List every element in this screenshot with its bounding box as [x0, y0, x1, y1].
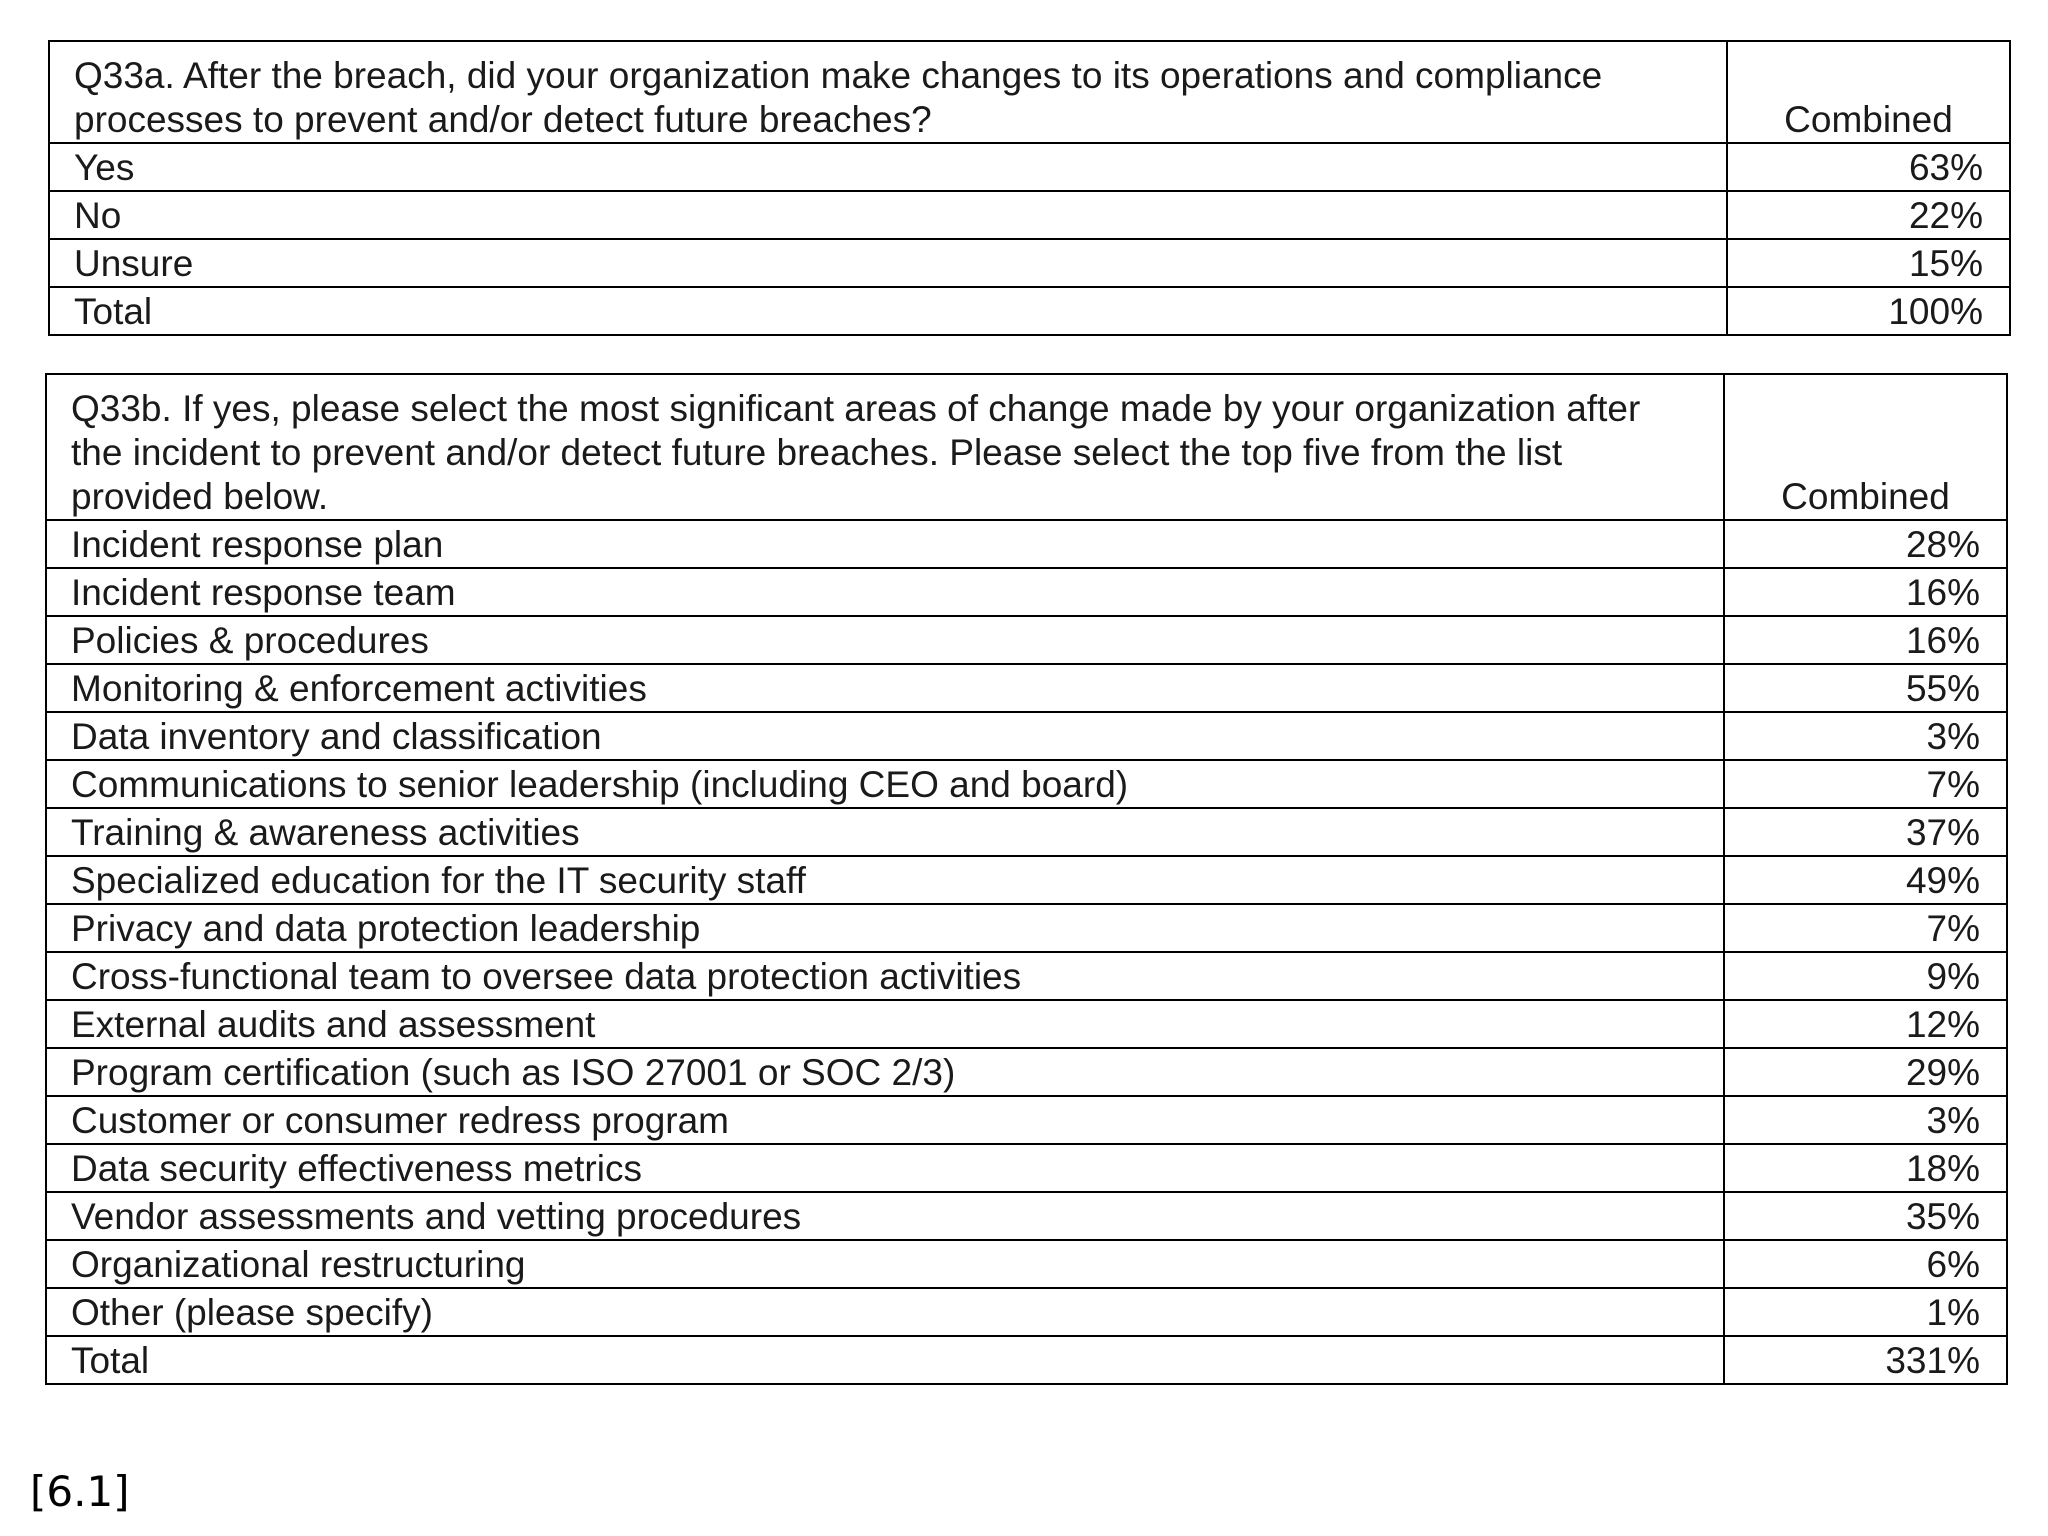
row-label: Vendor assessments and vetting procedures: [46, 1192, 1724, 1240]
row-value: 7%: [1724, 760, 2007, 808]
row-label: Training & awareness activities: [46, 808, 1724, 856]
table-row: [46, 616, 2007, 664]
row-value: 35%: [1724, 1192, 2007, 1240]
table-row: [46, 952, 2007, 1000]
row-value: 16%: [1724, 616, 2007, 664]
row-label: Incident response plan: [46, 520, 1724, 568]
q33a-question: Q33a. After the breach, did your organization make changes to its operations and compliance processes to prevent and/or detect future breaches?: [49, 41, 1727, 143]
table-row: [46, 760, 2007, 808]
row-value: 63%: [1727, 143, 2010, 191]
row-value: 29%: [1724, 1048, 2007, 1096]
q33b-table: [45, 373, 2008, 1385]
row-label: Organizational restructuring: [46, 1240, 1724, 1288]
table-row: [49, 191, 2010, 239]
row-label: Cross-functional team to oversee data protection activities: [46, 952, 1724, 1000]
row-label: Data inventory and classification: [46, 712, 1724, 760]
table-row: [46, 568, 2007, 616]
row-label: Customer or consumer redress program: [46, 1096, 1724, 1144]
q33b-header-row: [46, 374, 2007, 520]
total-label: Total: [46, 1336, 1724, 1384]
total-row: [49, 287, 2010, 335]
table-row: [46, 1048, 2007, 1096]
row-value: 49%: [1724, 856, 2007, 904]
row-value: 3%: [1724, 712, 2007, 760]
q33a-column-header: Combined: [1727, 41, 2010, 143]
row-value: 12%: [1724, 1000, 2007, 1048]
row-label: Yes: [49, 143, 1727, 191]
row-label: Program certification (such as ISO 27001 or SOC 2/3): [46, 1048, 1724, 1096]
row-label: Policies & procedures: [46, 616, 1724, 664]
q33b-column-header: Combined: [1724, 374, 2007, 520]
q33b-question: Q33b. If yes, please select the most significant areas of change made by your organization after the incident to prevent and/or detect future breaches. Please select the top five from the list provided below.: [46, 374, 1724, 520]
table-row: [49, 143, 2010, 191]
q33a-table: [48, 40, 2011, 336]
table-row: [46, 904, 2007, 952]
row-value: 3%: [1724, 1096, 2007, 1144]
row-value: 7%: [1724, 904, 2007, 952]
table-row: [46, 1096, 2007, 1144]
row-label: Specialized education for the IT security staff: [46, 856, 1724, 904]
table-row: [46, 808, 2007, 856]
row-label: Other (please specify): [46, 1288, 1724, 1336]
total-row: [46, 1336, 2007, 1384]
total-label: Total: [49, 287, 1727, 335]
row-label: Unsure: [49, 239, 1727, 287]
row-label: Privacy and data protection leadership: [46, 904, 1724, 952]
row-label: External audits and assessment: [46, 1000, 1724, 1048]
table-row: [46, 1288, 2007, 1336]
row-label: Communications to senior leadership (including CEO and board): [46, 760, 1724, 808]
row-value: 22%: [1727, 191, 2010, 239]
table-row: [49, 239, 2010, 287]
row-label: Incident response team: [46, 568, 1724, 616]
row-value: 9%: [1724, 952, 2007, 1000]
row-value: 1%: [1724, 1288, 2007, 1336]
row-value: 55%: [1724, 664, 2007, 712]
total-value: 331%: [1724, 1336, 2007, 1384]
row-value: 15%: [1727, 239, 2010, 287]
table-row: [46, 712, 2007, 760]
row-value: 37%: [1724, 808, 2007, 856]
table-row: [46, 856, 2007, 904]
table-row: [46, 1192, 2007, 1240]
row-value: 6%: [1724, 1240, 2007, 1288]
row-value: 28%: [1724, 520, 2007, 568]
total-value: 100%: [1727, 287, 2010, 335]
row-label: Data security effectiveness metrics: [46, 1144, 1724, 1192]
table-row: [46, 1000, 2007, 1048]
table-row: [46, 1240, 2007, 1288]
row-value: 16%: [1724, 568, 2007, 616]
table-row: [46, 1144, 2007, 1192]
row-label: Monitoring & enforcement activities: [46, 664, 1724, 712]
row-value: 18%: [1724, 1144, 2007, 1192]
figure-reference: [6.1]: [30, 1467, 130, 1516]
table-row: [46, 664, 2007, 712]
row-label: No: [49, 191, 1727, 239]
q33a-header-row: [49, 41, 2010, 143]
table-row: [46, 520, 2007, 568]
